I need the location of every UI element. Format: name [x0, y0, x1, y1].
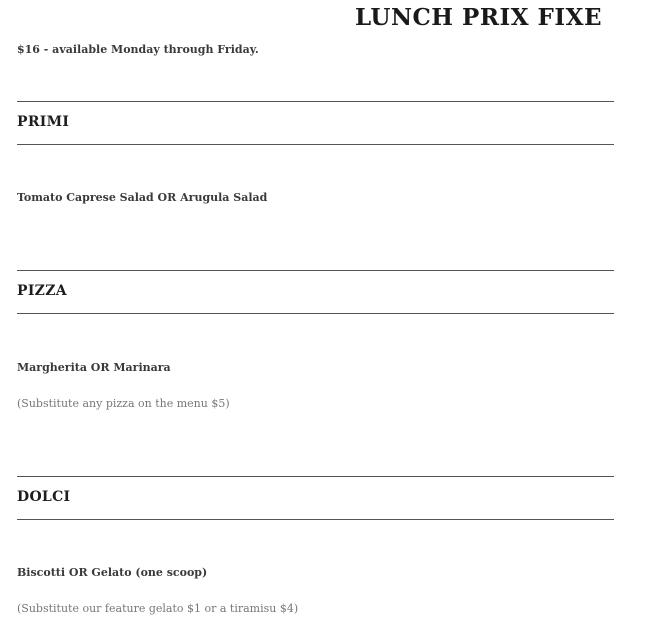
menu-item: Margherita OR Marinara	[17, 361, 171, 374]
divider	[17, 144, 614, 145]
menu-note: (Substitute any pizza on the menu $5)	[17, 397, 230, 410]
divider	[17, 476, 614, 477]
divider	[17, 313, 614, 314]
price-availability: $16 - available Monday through Friday.	[17, 43, 259, 56]
section-title: DOLCI	[17, 489, 71, 505]
divider	[17, 101, 614, 102]
divider	[17, 519, 614, 520]
divider	[17, 270, 614, 271]
section-title: PRIMI	[17, 114, 70, 130]
menu-item: Biscotti OR Gelato (one scoop)	[17, 566, 208, 579]
menu-note: (Substitute our feature gelato $1 or a tiramisu $4)	[17, 602, 299, 615]
page-title: LUNCH PRIX FIXE	[355, 4, 603, 31]
menu-item: Tomato Caprese Salad OR Arugula Salad	[17, 191, 268, 204]
section-title: PIZZA	[17, 283, 67, 299]
